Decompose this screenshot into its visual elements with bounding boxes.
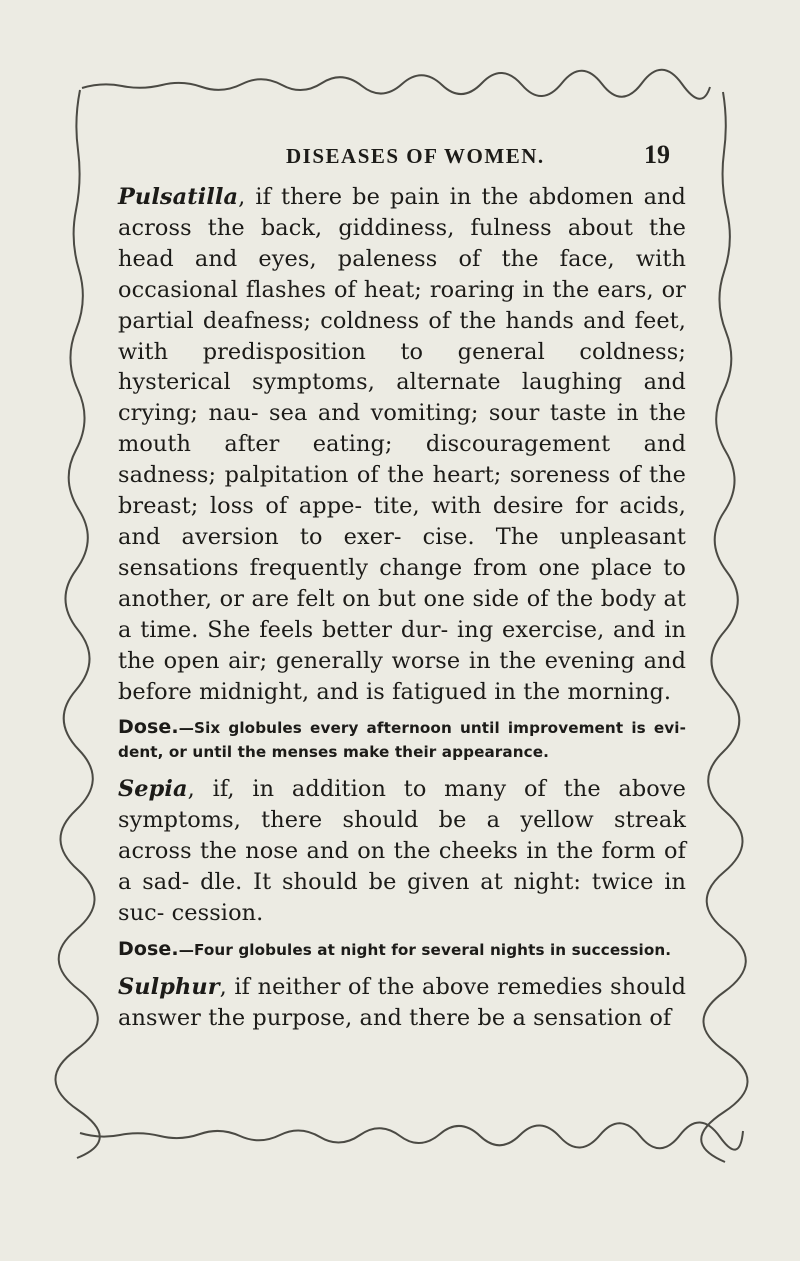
remedy-name: Sulphur	[118, 973, 220, 1000]
dose-label: Dose.	[118, 716, 179, 739]
dose-note	[118, 715, 686, 764]
running-title: DISEASES OF WOMEN.	[286, 144, 545, 168]
dose-note	[118, 937, 686, 962]
running-header	[286, 140, 686, 180]
remedy-name: Pulsatilla	[118, 184, 239, 210]
paragraph-text: , if there be pain in the abdomen and across the back, giddiness, fulness about the head and eyes, paleness of the face, with occasional flashes of heat; roaring in the ears, or partial deafness; coldness of the hands and feet, with predisposition to general coldness; hysterical symptoms, alternate laughing and crying; nau- sea and vomiting; sour taste in the mouth after eating; discouragement and sadness; palpitation of the heart; soreness of the breast; loss of appe- tite, with desire for acids, and aversion to exer- cise. The unpleasant sensations frequently change from one place to another, or are felt on but one side of the body at a time. She feels better dur- ing exercise, and in the open air; generally worse in the evening and before midnight, and is fatigued in the morning.	[118, 184, 686, 705]
paragraph-text: , if, in addition to many of the above symptoms, there should be a yellow streak across the nose and on the cheeks in the form of a sad- dle. It should be given at night: twice in suc- cession.	[118, 776, 686, 927]
dose-text: —Six globules every afternoon until improvement is evi- dent, or until the menses make their appearance.	[118, 719, 686, 762]
page-number: 19	[644, 140, 670, 169]
paragraph-text: , if neither of the above remedies should answer the purpose, and there be a sensation of	[118, 973, 686, 1031]
page-body	[118, 182, 686, 1034]
paragraph-pulsatilla	[118, 182, 686, 707]
paragraph-sepia	[118, 774, 686, 929]
paragraph-sulphur	[118, 972, 686, 1034]
dose-text: —Four globules at night for several nights in succession.	[178, 940, 672, 959]
dose-label: Dose.	[118, 937, 179, 960]
remedy-name: Sepia	[118, 776, 188, 803]
